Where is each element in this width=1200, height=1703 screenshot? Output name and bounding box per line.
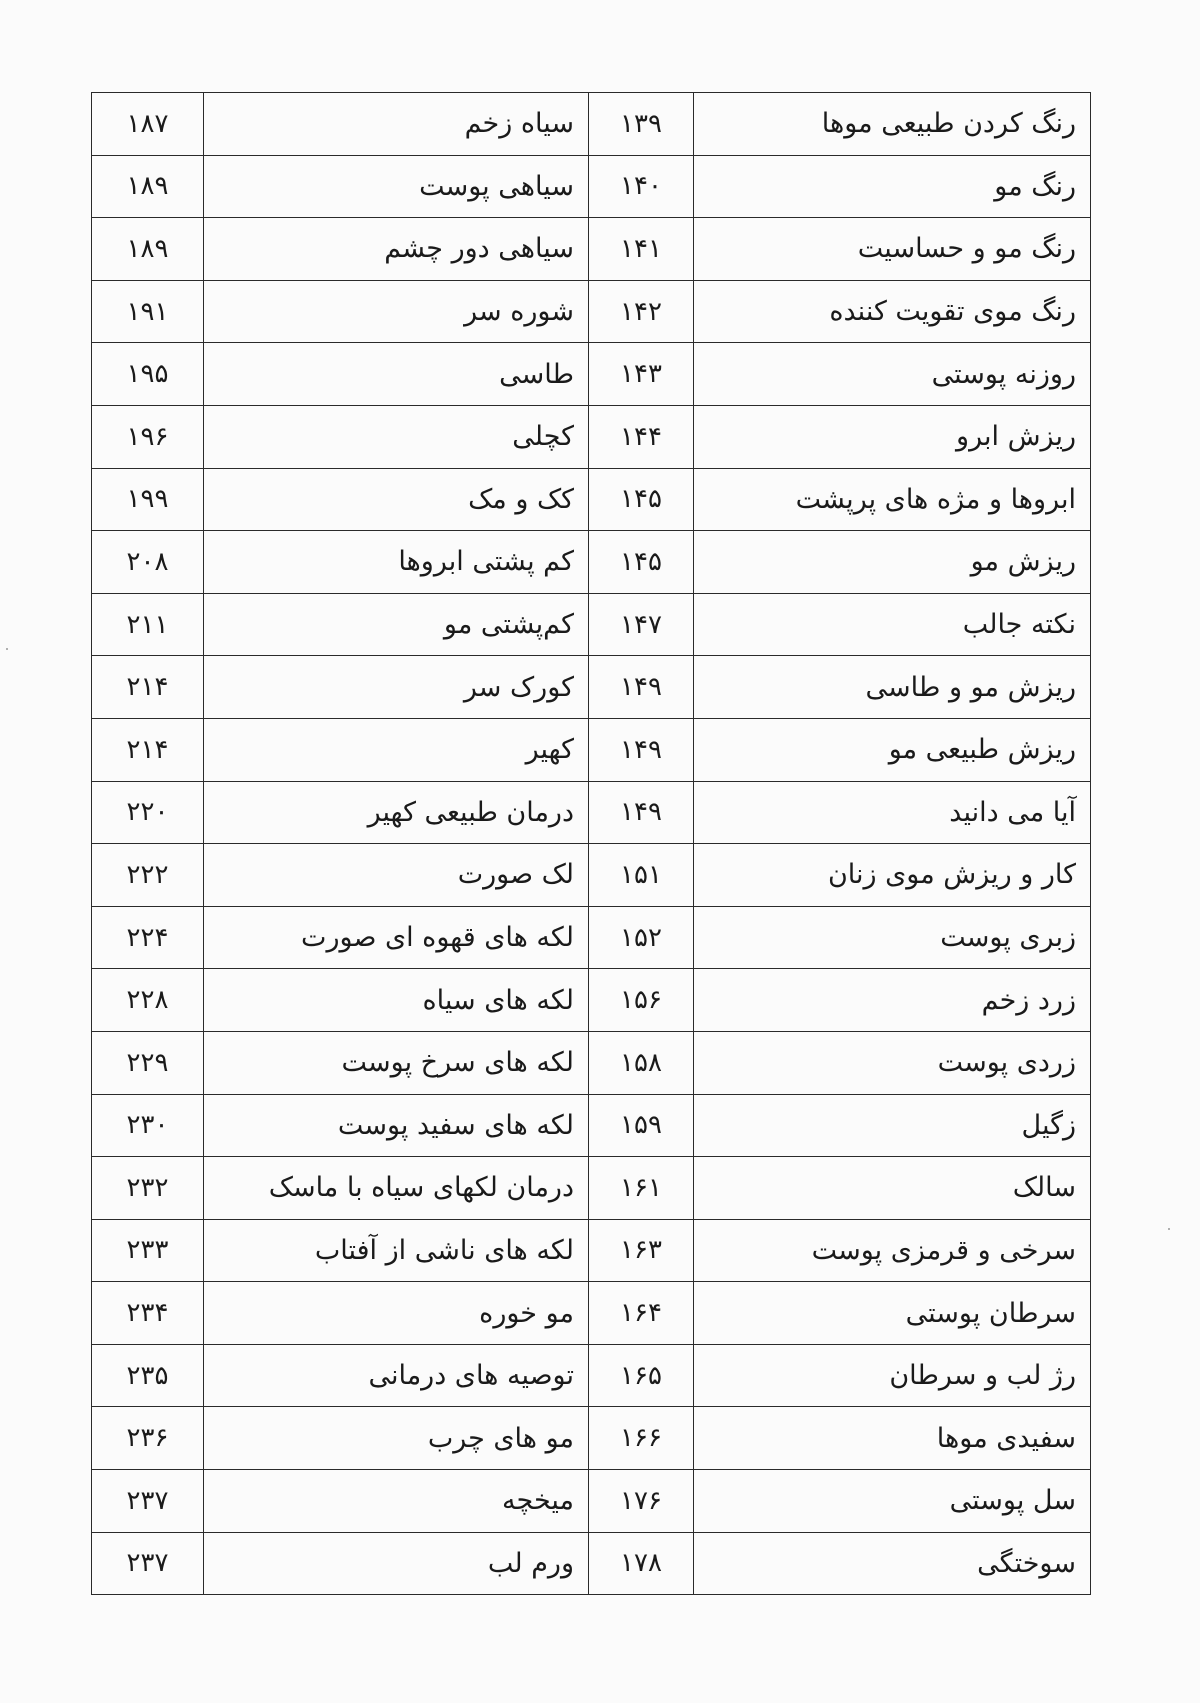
index-title-left: سیاهی دور چشم: [204, 218, 589, 281]
index-title-left: کم پشتی ابروها: [204, 531, 589, 594]
index-title-right: زرد زخم: [694, 969, 1091, 1032]
index-title-right: ریزش طبیعی مو: [694, 718, 1091, 781]
index-title-left: کچلی: [204, 405, 589, 468]
index-page-right: ۱۷۶: [589, 1470, 694, 1533]
index-title-left: میخچه: [204, 1470, 589, 1533]
scan-speck: [6, 648, 8, 650]
index-title-left: کهیر: [204, 718, 589, 781]
index-page-right: ۱۶۳: [589, 1219, 694, 1282]
index-page-right: ۱۴۲: [589, 280, 694, 343]
index-page-left: ۲۳۲: [92, 1157, 204, 1220]
index-table: [91, 92, 1091, 1595]
table-row: [92, 844, 1091, 907]
index-page-left: ۱۹۱: [92, 280, 204, 343]
index-title-right: ریزش مو: [694, 531, 1091, 594]
index-title-right: نکته جالب: [694, 593, 1091, 656]
index-title-right: کار و ریزش موی زنان: [694, 844, 1091, 907]
index-title-left: ورم لب: [204, 1532, 589, 1595]
index-page-right: ۱۴۵: [589, 531, 694, 594]
index-title-right: رنگ مو: [694, 155, 1091, 218]
table-row: [92, 1407, 1091, 1470]
index-page-right: ۱۴۰: [589, 155, 694, 218]
index-page-right: ۱۴۵: [589, 468, 694, 531]
index-page-left: ۲۳۶: [92, 1407, 204, 1470]
index-title-right: رنگ مو و حساسیت: [694, 218, 1091, 281]
index-page-right: ۱۴۱: [589, 218, 694, 281]
index-page-left: ۲۳۴: [92, 1282, 204, 1345]
index-page-right: ۱۴۳: [589, 343, 694, 406]
index-title-right: آیا می دانید: [694, 781, 1091, 844]
index-title-right: زگیل: [694, 1094, 1091, 1157]
index-title-right: سفیدی موها: [694, 1407, 1091, 1470]
scan-speck: [1168, 1228, 1170, 1230]
index-page-right: ۱۵۹: [589, 1094, 694, 1157]
index-page-left: ۲۱۱: [92, 593, 204, 656]
index-page-right: ۱۴۷: [589, 593, 694, 656]
index-title-right: رنگ موی تقویت کننده: [694, 280, 1091, 343]
index-title-left: کورک سر: [204, 656, 589, 719]
table-row: [92, 280, 1091, 343]
index-page-right: ۱۵۲: [589, 906, 694, 969]
index-title-right: زردی پوست: [694, 1031, 1091, 1094]
index-page-right: ۱۵۶: [589, 969, 694, 1032]
index-title-left: لکه های قهوه ای صورت: [204, 906, 589, 969]
index-title-left: درمان لکهای سیاه با ماسک: [204, 1157, 589, 1220]
index-page-right: ۱۳۹: [589, 93, 694, 156]
table-row: [92, 155, 1091, 218]
table-row: [92, 1094, 1091, 1157]
index-page-left: ۱۸۹: [92, 155, 204, 218]
index-page-right: ۱۵۱: [589, 844, 694, 907]
index-title-right: روزنه پوستی: [694, 343, 1091, 406]
index-table-body: [92, 93, 1091, 1595]
index-page-left: ۲۲۸: [92, 969, 204, 1032]
index-page-left: ۲۲۲: [92, 844, 204, 907]
index-page-left: ۲۲۹: [92, 1031, 204, 1094]
table-row: [92, 781, 1091, 844]
index-page-left: ۲۱۴: [92, 718, 204, 781]
index-title-left: سیاهی پوست: [204, 155, 589, 218]
table-row: [92, 531, 1091, 594]
index-page-right: ۱۴۹: [589, 718, 694, 781]
index-page-left: ۲۳۷: [92, 1532, 204, 1595]
index-title-left: مو های چرب: [204, 1407, 589, 1470]
index-title-right: ابروها و مژه های پرپشت: [694, 468, 1091, 531]
index-page-right: ۱۴۹: [589, 656, 694, 719]
index-title-left: لک صورت: [204, 844, 589, 907]
index-title-left: طاسی: [204, 343, 589, 406]
table-row: [92, 1282, 1091, 1345]
table-row: [92, 1344, 1091, 1407]
table-row: [92, 468, 1091, 531]
index-title-left: لکه های سرخ پوست: [204, 1031, 589, 1094]
table-row: [92, 1031, 1091, 1094]
index-page-left: ۲۲۴: [92, 906, 204, 969]
index-page-left: ۲۳۷: [92, 1470, 204, 1533]
index-title-left: توصیه های درمانی: [204, 1344, 589, 1407]
index-title-left: درمان طبیعی کهیر: [204, 781, 589, 844]
index-title-left: لکه های سیاه: [204, 969, 589, 1032]
index-page-left: ۲۳۳: [92, 1219, 204, 1282]
table-row: [92, 1219, 1091, 1282]
table-row: [92, 1157, 1091, 1220]
table-row: [92, 93, 1091, 156]
index-page-left: ۱۸۷: [92, 93, 204, 156]
index-page-right: ۱۷۸: [589, 1532, 694, 1595]
index-page-left: ۲۳۰: [92, 1094, 204, 1157]
table-row: [92, 1532, 1091, 1595]
index-title-right: زبری پوست: [694, 906, 1091, 969]
index-title-right: ریزش ابرو: [694, 405, 1091, 468]
index-page-left: ۱۹۶: [92, 405, 204, 468]
index-title-left: مو خوره: [204, 1282, 589, 1345]
index-page-right: ۱۶۵: [589, 1344, 694, 1407]
table-row: [92, 218, 1091, 281]
index-page-left: ۲۲۰: [92, 781, 204, 844]
table-row: [92, 969, 1091, 1032]
index-page-left: ۱۹۵: [92, 343, 204, 406]
index-title-left: کم‌پشتی مو: [204, 593, 589, 656]
index-page-left: ۲۱۴: [92, 656, 204, 719]
index-title-left: لکه های ناشی از آفتاب: [204, 1219, 589, 1282]
table-row: [92, 405, 1091, 468]
index-title-right: ریزش مو و طاسی: [694, 656, 1091, 719]
index-page-right: ۱۵۸: [589, 1031, 694, 1094]
index-page-right: ۱۴۴: [589, 405, 694, 468]
table-row: [92, 593, 1091, 656]
table-row: [92, 1470, 1091, 1533]
table-row: [92, 343, 1091, 406]
index-title-right: سالک: [694, 1157, 1091, 1220]
table-row: [92, 718, 1091, 781]
index-title-left: لکه های سفید پوست: [204, 1094, 589, 1157]
index-title-left: شوره سر: [204, 280, 589, 343]
index-title-right: سرطان پوستی: [694, 1282, 1091, 1345]
index-page-left: ۱۹۹: [92, 468, 204, 531]
index-page-left: ۲۰۸: [92, 531, 204, 594]
table-row: [92, 656, 1091, 719]
index-page-left: ۲۳۵: [92, 1344, 204, 1407]
table-row: [92, 906, 1091, 969]
index-title-right: رنگ کردن طبیعی موها: [694, 93, 1091, 156]
index-page-right: ۱۶۶: [589, 1407, 694, 1470]
index-page-right: ۱۶۴: [589, 1282, 694, 1345]
index-title-right: سل پوستی: [694, 1470, 1091, 1533]
index-title-right: رژ لب و سرطان: [694, 1344, 1091, 1407]
index-title-left: سیاه زخم: [204, 93, 589, 156]
index-page-right: ۱۴۹: [589, 781, 694, 844]
index-page-right: ۱۶۱: [589, 1157, 694, 1220]
index-page-left: ۱۸۹: [92, 218, 204, 281]
index-title-left: کک و مک: [204, 468, 589, 531]
index-title-right: سرخی و قرمزی پوست: [694, 1219, 1091, 1282]
index-title-right: سوختگی: [694, 1532, 1091, 1595]
